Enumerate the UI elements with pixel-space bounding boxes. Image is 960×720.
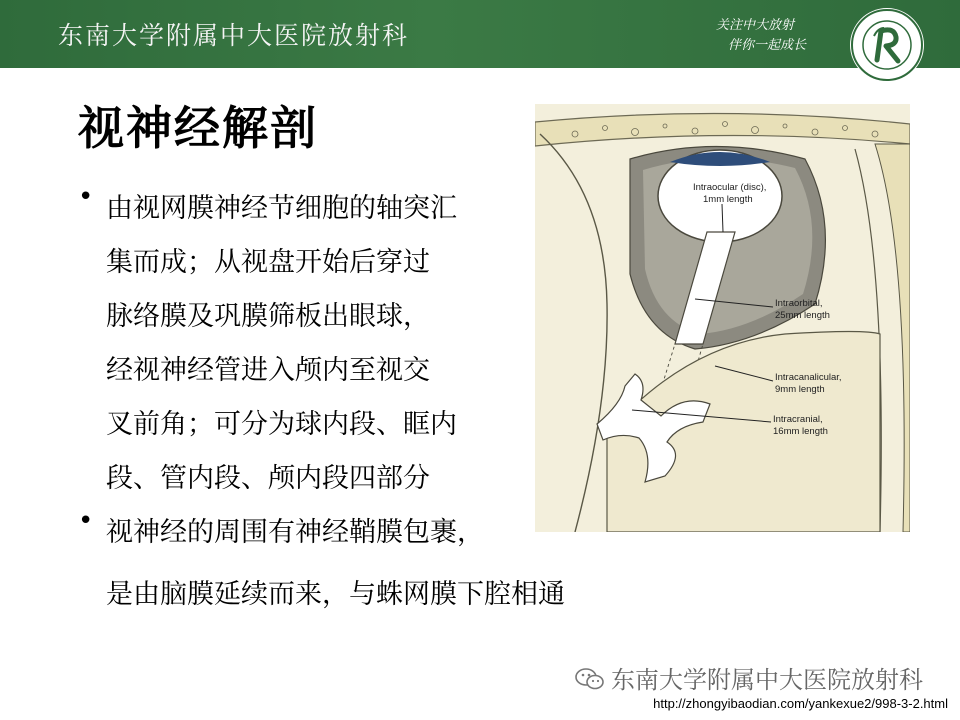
label-intracanalicular: Intracanalicular, — [775, 372, 842, 383]
label-intracanalicular-length: 9mm length — [775, 384, 825, 395]
header-banner — [0, 0, 960, 68]
label-intraocular-length: 1mm length — [703, 194, 753, 205]
slogan-line-2: 伴你一起成长 — [728, 38, 807, 53]
hospital-radiology-logo-icon — [848, 6, 926, 84]
bullet-list — [72, 182, 565, 622]
bullet-dot-icon: • — [78, 182, 94, 212]
org-title: 东南大学附属中大医院放射科 — [58, 21, 410, 50]
label-intraorbital-length: 25mm length — [775, 310, 830, 321]
bullet-line: 脉络膜及巩膜筛板出眼球， — [106, 301, 430, 332]
optic-nerve-diagram — [535, 104, 910, 532]
slide-title: 视神经解剖 — [78, 101, 318, 155]
bullet-item — [72, 506, 565, 622]
label-intraorbital: Intraorbital, — [775, 298, 823, 309]
bullet-line: 经视神经管进入颅内至视交 — [106, 355, 430, 386]
bullet-line: 段、管内段、颅内段四部分 — [106, 463, 430, 494]
slogan-line-1: 关注中大放射 — [716, 18, 795, 33]
bullet-item — [72, 182, 542, 506]
label-intraocular: Intraocular (disc), — [693, 182, 767, 193]
watermark-text: 东南大学附属中大医院放射科 — [611, 666, 923, 694]
slogan — [716, 16, 806, 56]
label-intracranial: Intracranial, — [773, 414, 823, 425]
bullet-dot-icon: • — [78, 506, 94, 536]
bullet-line: 集而成；从视盘开始后穿过 — [106, 247, 430, 278]
bullet-line: 叉前角；可分为球内段、眶内 — [106, 409, 457, 440]
bullet-line: 是由脑膜延续而来，与蛛网膜下腔相通 — [106, 579, 565, 610]
wechat-icon — [575, 667, 605, 691]
source-url: http://zhongyibaodian.com/yankexue2/998-3-2.html — [653, 696, 948, 711]
watermark — [575, 660, 923, 695]
bullet-line: 视神经的周围有神经鞘膜包裹， — [106, 517, 484, 548]
bullet-line: 由视网膜神经节细胞的轴突汇 — [106, 193, 457, 224]
label-intracranial-length: 16mm length — [773, 426, 828, 437]
